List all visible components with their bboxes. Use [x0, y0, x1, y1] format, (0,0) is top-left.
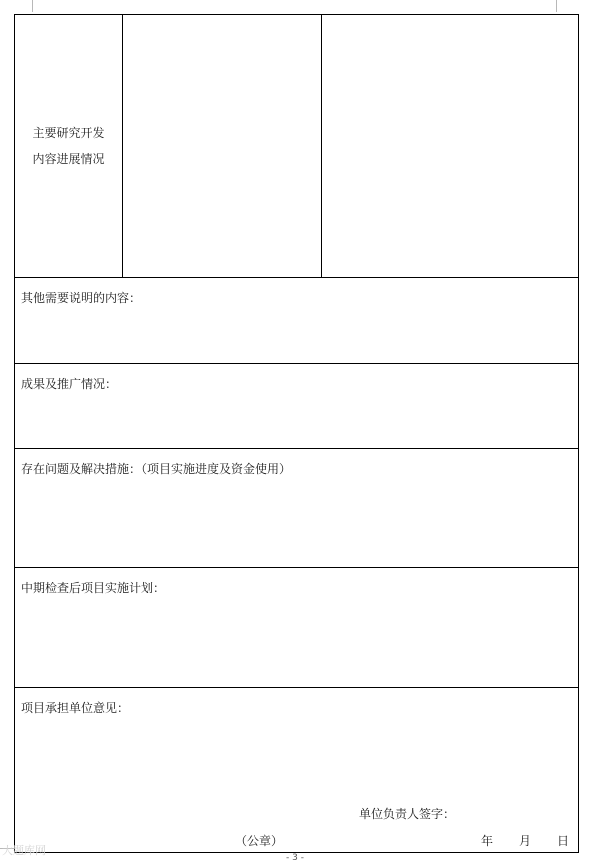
plan-row: [15, 568, 579, 688]
other-notes-row: [15, 278, 579, 364]
signature-label: 单位负责人签字：: [359, 807, 456, 821]
page-number: - 3 -: [286, 853, 304, 863]
plan-title: 中期检查后项目实施计划：: [21, 581, 166, 595]
other-notes-cell[interactable]: [15, 278, 579, 364]
problems-cell[interactable]: [15, 449, 579, 568]
opinion-cell[interactable]: [15, 688, 579, 853]
results-row: [15, 364, 579, 449]
day-label: 日: [557, 834, 570, 848]
progress-row: [15, 15, 579, 278]
results-title: 成果及推广情况：: [21, 377, 118, 391]
seal-label: （公章）: [235, 834, 284, 848]
month-label: 月: [519, 834, 532, 848]
opinion-row: [15, 688, 579, 853]
progress-content-cell-2[interactable]: [322, 15, 579, 278]
progress-label-line-2: 内容进展情况: [32, 152, 105, 166]
progress-content-cell-1[interactable]: [123, 15, 322, 278]
crop-mark-top-left: [0, 0, 33, 12]
opinion-title: 项目承担单位意见：: [21, 701, 130, 715]
progress-label-cell: [15, 15, 123, 278]
watermark: 大题库网: [2, 844, 46, 857]
problems-title: 存在问题及解决措施：（项目实施进度及资金使用）: [21, 462, 292, 476]
crop-mark-top-right: [556, 0, 592, 12]
year-label: 年: [481, 834, 494, 848]
report-form-table: [14, 14, 579, 853]
plan-cell[interactable]: [15, 568, 579, 688]
other-notes-title: 其他需要说明的内容：: [21, 291, 142, 305]
problems-row: [15, 449, 579, 568]
progress-label-line-1: 主要研究开发: [32, 126, 105, 140]
results-cell[interactable]: [15, 364, 579, 449]
